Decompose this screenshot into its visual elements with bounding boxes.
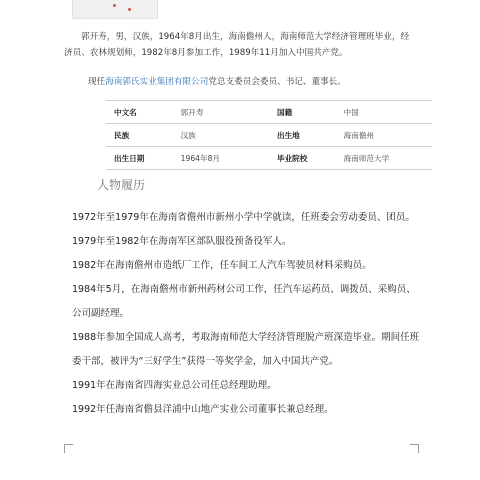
list-item: 1972年至1979年在海南省儋州市新州小学中学就读，任班委会劳动委员、团员。: [72, 212, 415, 223]
resume-list: [72, 206, 424, 422]
list-item: 1991年在海南省四海实业总公司任总经理助理。: [72, 380, 277, 391]
info-key: 出生日期: [114, 153, 145, 163]
section-title: 人物履历: [97, 178, 146, 192]
info-value: 1964年8月: [180, 153, 221, 163]
current-prefix: 现任: [88, 77, 106, 87]
list-item: 1992年任海南省儋县洋浦中山地产实业公司董事长兼总经理。: [72, 404, 334, 415]
current-suffix: 党总支委员会委员、书记、董事长。: [208, 77, 346, 87]
info-value: 中国: [343, 107, 359, 117]
info-table: [106, 100, 432, 170]
company-link[interactable]: 海南郭氏实业集团有限公司: [105, 77, 209, 87]
portrait-photo: [72, 0, 158, 19]
page-corner-mark: [64, 444, 73, 453]
info-key: 毕业院校: [276, 153, 308, 163]
list-item: 1982年在海南儋州市造纸厂工作，任车间工人汽车驾驶员材料采购员。: [72, 260, 372, 271]
info-value: 汉族: [180, 130, 196, 140]
info-key: 民族: [114, 130, 130, 140]
info-key: 中文名: [114, 107, 137, 117]
info-value: 郭开寿: [180, 107, 204, 117]
photo-detail: [113, 4, 116, 7]
table-row: [106, 147, 432, 170]
table-row: [106, 124, 432, 147]
list-item: 1988年参加全国成人高考，考取海南师范大学经济管理脱产班深造毕业。期间任班委干部，被评为“三好学生”获得一等奖学金，加入中国共产党。: [72, 332, 420, 367]
list-item: 1979年至1982年在海南军区部队服役预备役军人。: [72, 236, 292, 247]
intro-paragraph: 郭开寿，男，汉族，1964年8月出生，海南儋州人，海南师范大学经济管理班毕业，经济员、农林规划师，1982年8月参加工作，1989年11月加入中国共产党。: [64, 32, 410, 58]
table-row: [106, 101, 432, 124]
current-position: [88, 75, 346, 87]
list-item: 1984年5月，在海南儋州市新州药材公司工作，任汽车运药员、调拨员、采购员、公司副经理。: [72, 284, 416, 319]
info-key: 出生地: [276, 130, 300, 140]
photo-detail: [128, 8, 131, 11]
page-corner-mark: [410, 444, 419, 453]
info-key: 国籍: [276, 107, 293, 117]
info-value: 海南儋州: [343, 130, 375, 140]
info-value: 海南师范大学: [343, 153, 390, 163]
